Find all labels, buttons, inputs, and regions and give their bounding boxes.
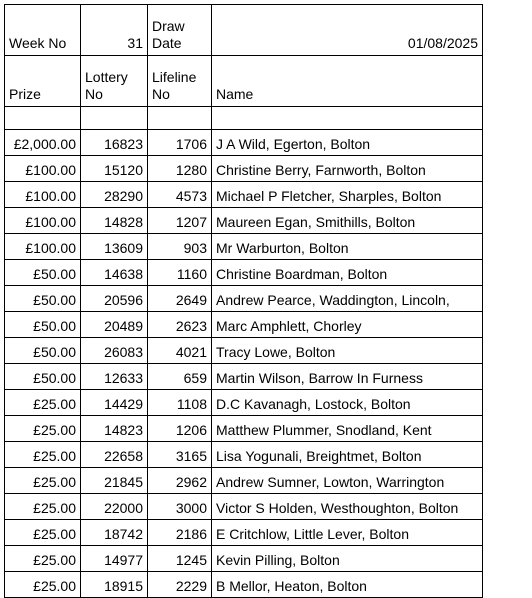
lifeline-number-cell: 2229 [148, 572, 212, 598]
lottery-number-cell: 12633 [81, 364, 148, 390]
prize-cell: £2,000.00 [5, 130, 81, 156]
column-header-row [5, 56, 483, 107]
table-row [5, 208, 483, 234]
lottery-number-cell: 20489 [81, 312, 148, 338]
lottery-number-cell: 14828 [81, 208, 148, 234]
lifeline-number-cell: 2962 [148, 468, 212, 494]
table-row [5, 468, 483, 494]
winner-name-cell: Tracy Lowe, Bolton [212, 338, 483, 364]
table-row [5, 286, 483, 312]
winner-name-cell: Christine Boardman, Bolton [212, 260, 483, 286]
prize-cell: £25.00 [5, 494, 81, 520]
winner-name-cell: Andrew Sumner, Lowton, Warrington [212, 468, 483, 494]
prize-cell: £25.00 [5, 390, 81, 416]
lifeline-number-cell: 1108 [148, 390, 212, 416]
table-row [5, 416, 483, 442]
draw-info-row [5, 5, 483, 56]
winner-name-cell: Christine Berry, Farnworth, Bolton [212, 156, 483, 182]
spacer-row [5, 107, 483, 130]
week-label: Week No [5, 5, 81, 56]
prize-cell: £25.00 [5, 442, 81, 468]
lifeline-number-cell: 903 [148, 234, 212, 260]
draw-date-label [148, 5, 212, 56]
prize-cell: £100.00 [5, 156, 81, 182]
table-row [5, 338, 483, 364]
prize-cell: £100.00 [5, 234, 81, 260]
table-row [5, 130, 483, 156]
lottery-number-cell: 14823 [81, 416, 148, 442]
table-row [5, 390, 483, 416]
draw-date-value: 01/08/2025 [212, 5, 483, 56]
lifeline-number-cell: 1280 [148, 156, 212, 182]
winner-name-cell: Martin Wilson, Barrow In Furness [212, 364, 483, 390]
winner-name-cell: Matthew Plummer, Snodland, Kent [212, 416, 483, 442]
lottery-number-cell: 22658 [81, 442, 148, 468]
table-row [5, 156, 483, 182]
lifeline-number-cell: 3000 [148, 494, 212, 520]
lifeline-number-cell: 2186 [148, 520, 212, 546]
results-table-body [5, 5, 483, 598]
winner-name-cell: Mr Warburton, Bolton [212, 234, 483, 260]
winner-name-cell: Maureen Egan, Smithills, Bolton [212, 208, 483, 234]
prize-cell: £25.00 [5, 546, 81, 572]
lottery-number-cell: 18742 [81, 520, 148, 546]
lifeline-number-cell: 1206 [148, 416, 212, 442]
lottery-number-cell: 16823 [81, 130, 148, 156]
winner-name-cell: E Critchlow, Little Lever, Bolton [212, 520, 483, 546]
lottery-number-cell: 21845 [81, 468, 148, 494]
spacer-cell [148, 107, 212, 130]
prize-cell: £50.00 [5, 338, 81, 364]
prize-cell: £25.00 [5, 572, 81, 598]
column-header-lottery [81, 56, 148, 107]
table-row [5, 520, 483, 546]
winner-name-cell: B Mellor, Heaton, Bolton [212, 572, 483, 598]
table-row [5, 572, 483, 598]
draw-date-label-text: Draw Date [152, 18, 185, 51]
winner-name-cell: Kevin Pilling, Bolton [212, 546, 483, 572]
lottery-number-cell: 18915 [81, 572, 148, 598]
lifeline-number-cell: 2623 [148, 312, 212, 338]
table-row [5, 494, 483, 520]
lifeline-number-cell: 1706 [148, 130, 212, 156]
week-number: 31 [81, 5, 148, 56]
column-header-prize: Prize [5, 56, 81, 107]
lottery-number-cell: 14638 [81, 260, 148, 286]
table-row [5, 364, 483, 390]
lottery-number-cell: 22000 [81, 494, 148, 520]
lifeline-number-cell: 1160 [148, 260, 212, 286]
winner-name-cell: J A Wild, Egerton, Bolton [212, 130, 483, 156]
lifeline-number-cell: 1207 [148, 208, 212, 234]
results-table [4, 4, 483, 598]
table-row [5, 260, 483, 286]
winner-name-cell: Victor S Holden, Westhoughton, Bolton [212, 494, 483, 520]
prize-cell: £50.00 [5, 260, 81, 286]
table-row [5, 182, 483, 208]
lottery-number-cell: 14429 [81, 390, 148, 416]
table-row [5, 234, 483, 260]
lottery-number-cell: 13609 [81, 234, 148, 260]
prize-cell: £100.00 [5, 208, 81, 234]
lifeline-number-cell: 659 [148, 364, 212, 390]
lifeline-number-cell: 2649 [148, 286, 212, 312]
lottery-number-cell: 15120 [81, 156, 148, 182]
column-header-lifeline-text: Lifeline No [152, 69, 197, 102]
lifeline-number-cell: 1245 [148, 546, 212, 572]
spacer-cell [5, 107, 81, 130]
prize-cell: £25.00 [5, 468, 81, 494]
column-header-name: Name [212, 56, 483, 107]
prize-cell: £50.00 [5, 286, 81, 312]
lottery-number-cell: 14977 [81, 546, 148, 572]
prize-cell: £50.00 [5, 364, 81, 390]
winner-name-cell: Lisa Yogunali, Breightmet, Bolton [212, 442, 483, 468]
table-row [5, 442, 483, 468]
spacer-cell [212, 107, 483, 130]
column-header-lifeline [148, 56, 212, 107]
winner-name-cell: D.C Kavanagh, Lostock, Bolton [212, 390, 483, 416]
table-row [5, 546, 483, 572]
lottery-number-cell: 20596 [81, 286, 148, 312]
lifeline-number-cell: 4021 [148, 338, 212, 364]
prize-cell: £25.00 [5, 520, 81, 546]
lottery-number-cell: 28290 [81, 182, 148, 208]
prize-cell: £25.00 [5, 416, 81, 442]
winner-name-cell: Marc Amphlett, Chorley [212, 312, 483, 338]
prize-cell: £100.00 [5, 182, 81, 208]
prize-cell: £50.00 [5, 312, 81, 338]
lifeline-number-cell: 4573 [148, 182, 212, 208]
column-header-lottery-text: Lottery No [85, 69, 128, 102]
table-row [5, 312, 483, 338]
spacer-cell [81, 107, 148, 130]
winner-name-cell: Andrew Pearce, Waddington, Lincoln, [212, 286, 483, 312]
lottery-number-cell: 26083 [81, 338, 148, 364]
winner-name-cell: Michael P Fletcher, Sharples, Bolton [212, 182, 483, 208]
lifeline-number-cell: 3165 [148, 442, 212, 468]
